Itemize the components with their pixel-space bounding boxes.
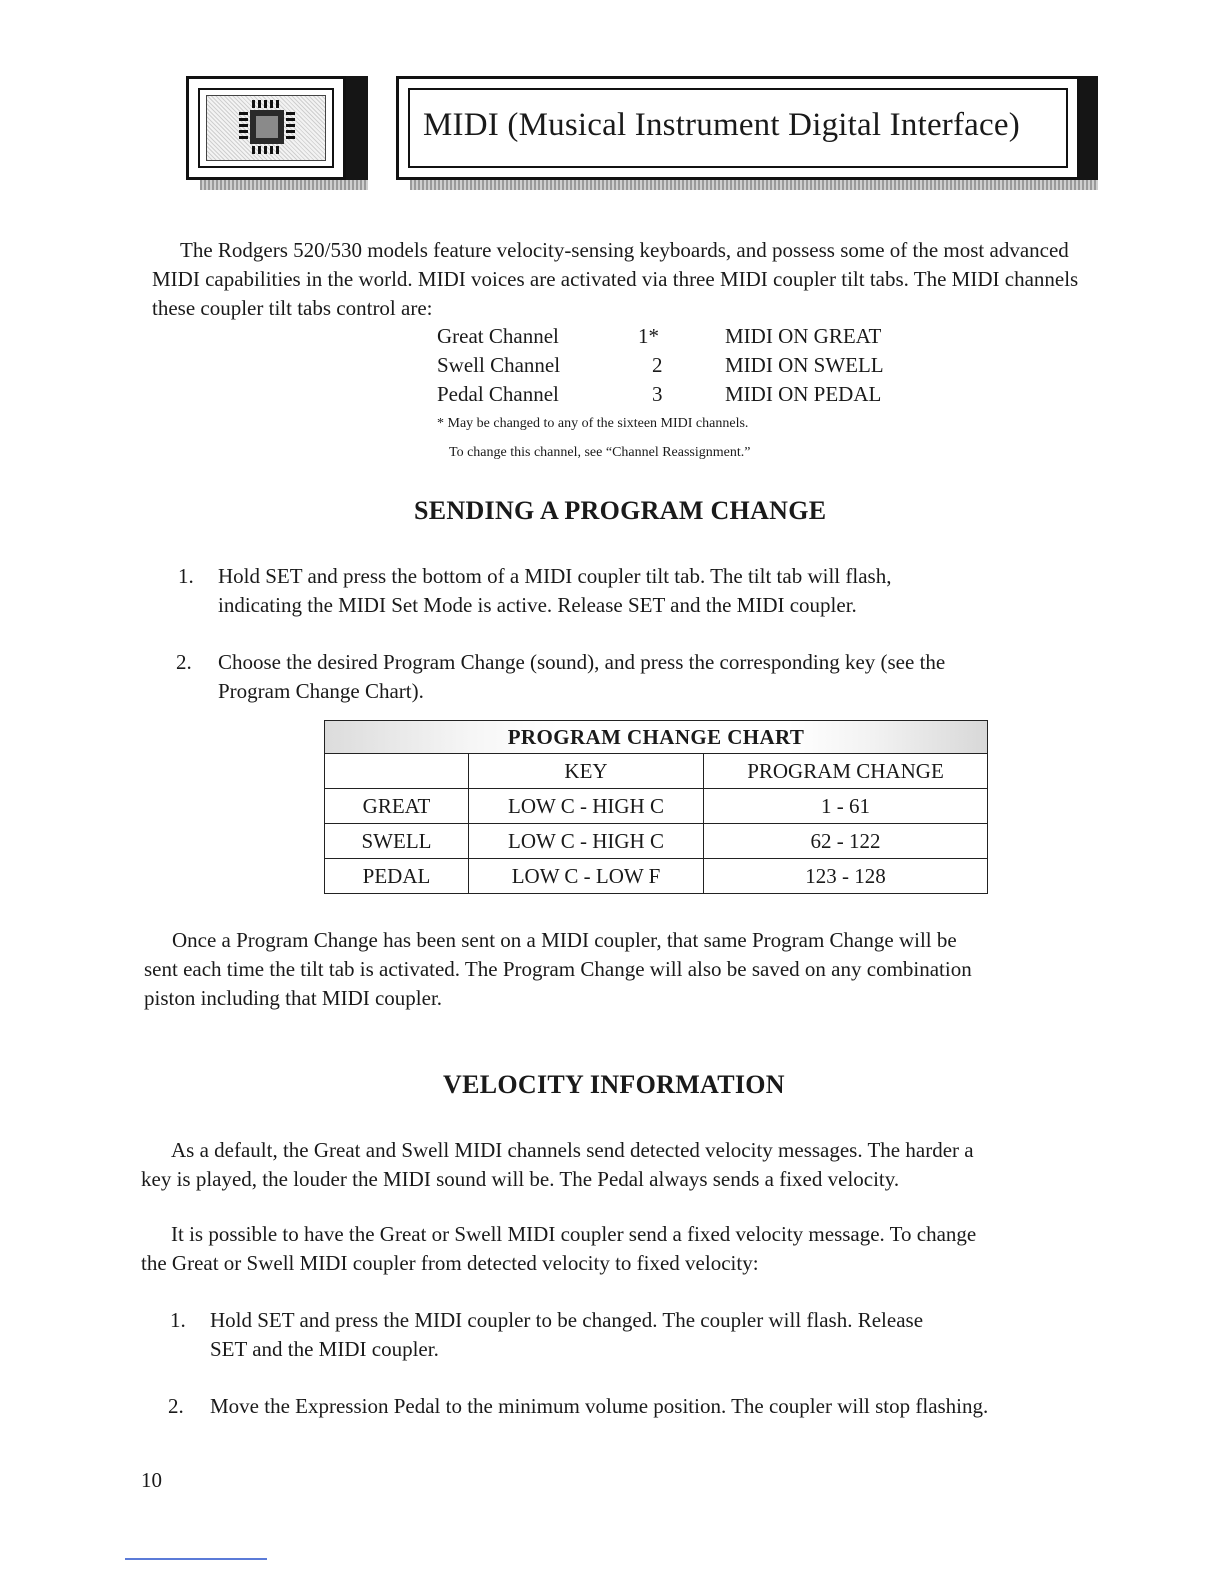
step-text: Move the Expression Pedal to the minimum volume position. The coupler will stop flashing. [210,1394,989,1418]
table-cell: GREAT [325,789,469,824]
channel-name: Great Channel [437,324,559,348]
table-cell: LOW C - HIGH C [469,824,704,859]
channel-number: 2 [652,353,663,377]
channel-name: Pedal Channel [437,382,559,406]
step-text: Choose the desired Program Change (sound), and press the corresponding key (see the Program Change Chart). [218,650,946,703]
channel-name: Swell Channel [437,353,561,377]
table-row [325,789,988,824]
step-number: 2. [168,1394,184,1418]
header-cell: KEY [469,754,704,789]
program-change-chart [324,720,988,894]
velocity-paragraph: It is possible to have the Great or Swell MIDI coupler send a fixed velocity message. To change the Great or Swell MIDI coupler from detected velocity to fixed velocity: [141,1222,977,1275]
table-cell: 62 - 122 [704,824,988,859]
section-heading: VELOCITY INFORMATION [443,1070,785,1099]
section-heading: SENDING A PROGRAM CHANGE [414,496,827,525]
footer-divider [125,1558,267,1560]
header-cell: PROGRAM CHANGE [704,754,988,789]
step-text: Hold SET and press the MIDI coupler to be changed. The coupler will flash. Release SET and the MIDI coupler. [210,1308,924,1361]
step-text: Hold SET and press the bottom of a MIDI coupler tilt tab. The tilt tab will flash, indicating the MIDI Set Mode is active. Release SET and the MIDI coupler. [218,564,892,617]
header-cell [325,754,469,789]
channel-footnote: * May be changed to any of the sixteen MIDI channels. [437,416,749,431]
table-cell: 123 - 128 [704,859,988,894]
channel-tab: MIDI ON GREAT [725,324,882,348]
table-header-row [325,754,988,789]
chip-icon [236,98,298,156]
table-row [325,859,988,894]
channel-number: 1* [638,324,659,348]
channel-tab: MIDI ON PEDAL [725,382,882,406]
table-cell: 1 - 61 [704,789,988,824]
channel-footnote: To change this channel, see “Channel Reassignment.” [449,445,751,460]
page-number: 10 [141,1468,162,1492]
chart-caption: PROGRAM CHANGE CHART [325,721,988,754]
step-number: 2. [176,650,192,674]
step-number: 1. [170,1308,186,1332]
step-number: 1. [178,564,194,588]
velocity-paragraph: As a default, the Great and Swell MIDI channels send detected velocity messages. The harder a key is played, the louder the MIDI sound will be. The Pedal always sends a fixed velocity. [141,1138,974,1191]
table-cell: LOW C - HIGH C [469,789,704,824]
intro-paragraph: The Rodgers 520/530 models feature velocity-sensing keyboards, and possess some of the most advanced MIDI capabilities in the world. MIDI voices are activated via three MIDI coupler tilt tabs. The MIDI channels these coupler tilt tabs control are: [152,238,1079,320]
program-change-paragraph: Once a Program Change has been sent on a MIDI coupler, that same Program Change will be sent each time the tilt tab is activated. The Program Change will also be saved on any combination piston including that MIDI coupler. [144,928,972,1010]
table-cell: PEDAL [325,859,469,894]
header-icon-box [186,76,368,190]
table-cell: LOW C - LOW F [469,859,704,894]
page-title: MIDI (Musical Instrument Digital Interface) [423,107,1020,143]
table-cell: SWELL [325,824,469,859]
channel-tab: MIDI ON SWELL [725,353,884,377]
header-title-box [396,76,1098,190]
table-row [325,824,988,859]
channel-number: 3 [652,382,663,406]
